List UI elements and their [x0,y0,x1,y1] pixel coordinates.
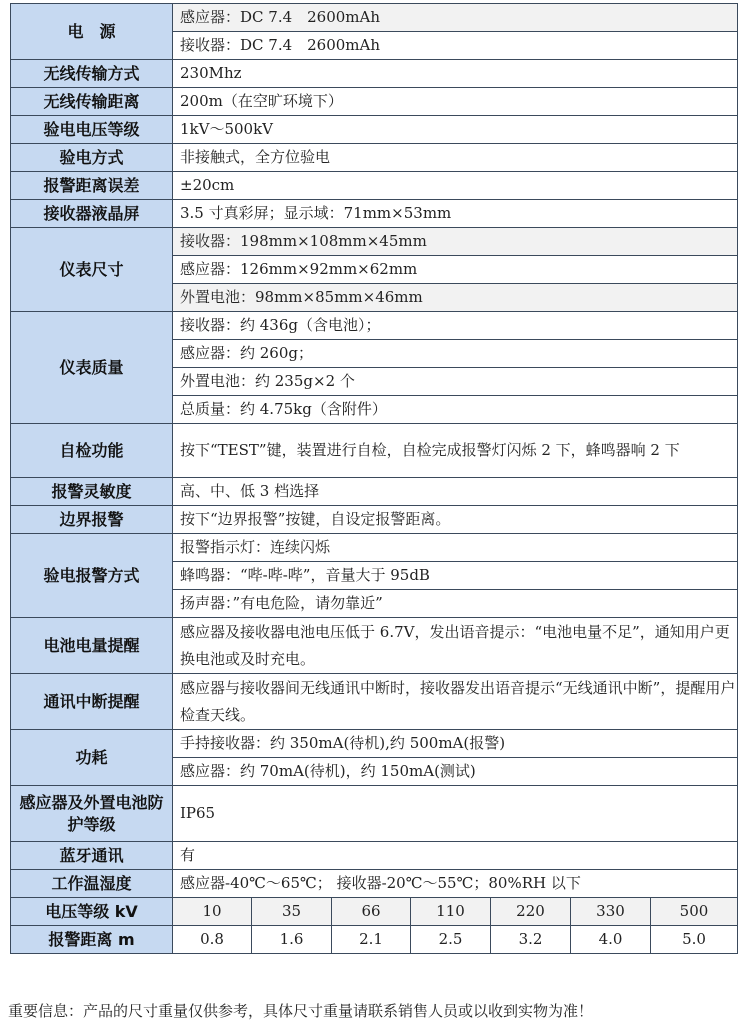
row-value: 蜂鸣器：“哔-哔-哔”，音量大于 95dB [173,562,738,590]
table-row [11,506,738,534]
distance-cell: 5.0 [651,926,738,954]
distance-cell: 3.2 [491,926,571,954]
row-label: 蓝牙通讯 [11,842,173,870]
row-label: 自检功能 [11,424,173,478]
table-row [11,870,738,898]
row-value: 3.5 寸真彩屏；显示域：71mm×53mm [173,200,738,228]
row-value: 感应器：DC 7.4 2600mAh [173,4,738,32]
row-label: 无线传输方式 [11,60,173,88]
spec-table [10,3,738,954]
table-row [11,842,738,870]
row-value: 感应器：126mm×92mm×62mm [173,256,738,284]
row-label: 仪表质量 [11,312,173,424]
distance-cell: 4.0 [571,926,651,954]
row-label: 感应器及外置电池防护等级 [11,786,173,842]
row-label: 报警灵敏度 [11,478,173,506]
row-label: 电 源 [11,4,173,60]
distance-cell: 2.5 [411,926,491,954]
table-row [11,116,738,144]
row-label: 无线传输距离 [11,88,173,116]
row-value: IP65 [173,786,738,842]
row-label: 接收器液晶屏 [11,200,173,228]
row-value: 按下“TEST”键，装置进行自检，自检完成报警灯闪烁 2 下，蜂鸣器响 2 下 [173,424,738,478]
table-row [11,312,738,340]
table-row [11,172,738,200]
row-value: 总质量：约 4.75kg（含附件） [173,396,738,424]
row-label: 通讯中断提醒 [11,674,173,730]
row-label: 验电电压等级 [11,116,173,144]
row-value: 感应器-40℃～65℃； 接收器-20℃～55℃；80%RH 以下 [173,870,738,898]
voltage-cell: 110 [411,898,491,926]
row-value: 按下“边界报警”按键，自设定报警距离。 [173,506,738,534]
table-row [11,228,738,256]
table-row [11,618,738,674]
voltage-cell: 35 [252,898,332,926]
row-value: 感应器与接收器间无线通讯中断时，接收器发出语音提示“无线通讯中断”，提醒用户检查天线。 [173,674,738,730]
row-label: 仪表尺寸 [11,228,173,312]
row-value: 报警指示灯：连续闪烁 [173,534,738,562]
row-label: 验电报警方式 [11,534,173,618]
table-row [11,424,738,478]
row-value: 接收器：198mm×108mm×45mm [173,228,738,256]
row-value: 230Mhz [173,60,738,88]
table-row [11,144,738,172]
row-value: 有 [173,842,738,870]
table-row [11,674,738,730]
table-row [11,534,738,562]
table-row [11,926,738,954]
row-value: ±20cm [173,172,738,200]
row-label: 报警距离误差 [11,172,173,200]
distance-cell: 1.6 [252,926,332,954]
table-row [11,200,738,228]
voltage-cell: 66 [332,898,411,926]
row-value: 200m（在空旷环境下） [173,88,738,116]
row-label: 报警距离 m [11,926,173,954]
row-label: 电池电量提醒 [11,618,173,674]
row-label: 验电方式 [11,144,173,172]
table-row [11,786,738,842]
row-label: 边界报警 [11,506,173,534]
voltage-cell: 10 [173,898,252,926]
voltage-cell: 500 [651,898,738,926]
row-label: 电压等级 kV [11,898,173,926]
row-value: 手持接收器：约 350mA(待机),约 500mA(报警) [173,730,738,758]
row-value: 1kV～500kV [173,116,738,144]
table-row [11,898,738,926]
row-value: 感应器：约 70mA(待机)，约 150mA(测试) [173,758,738,786]
row-label: 工作温湿度 [11,870,173,898]
voltage-cell: 330 [571,898,651,926]
voltage-cell: 220 [491,898,571,926]
row-value: 非接触式，全方位验电 [173,144,738,172]
table-row [11,478,738,506]
row-value: 外置电池：98mm×85mm×46mm [173,284,738,312]
row-value: 扬声器：”有电危险，请勿靠近” [173,590,738,618]
table-row [11,730,738,758]
row-value: 感应器：约 260g； [173,340,738,368]
distance-cell: 2.1 [332,926,411,954]
row-value: 感应器及接收器电池电压低于 6.7V，发出语音提示：“电池电量不足”，通知用户更换电池或及时充电。 [173,618,738,674]
disclaimer-note: 重要信息：产品的尺寸重量仅供参考，具体尺寸重量请联系销售人员或以收到实物为准！ [8,1002,594,1020]
row-value: 接收器：约 436g（含电池）； [173,312,738,340]
row-value: 外置电池：约 235g×2 个 [173,368,738,396]
table-row [11,4,738,32]
distance-cell: 0.8 [173,926,252,954]
row-value: 高、中、低 3 档选择 [173,478,738,506]
row-value: 接收器：DC 7.4 2600mAh [173,32,738,60]
row-label: 功耗 [11,730,173,786]
table-row [11,60,738,88]
table-row [11,88,738,116]
